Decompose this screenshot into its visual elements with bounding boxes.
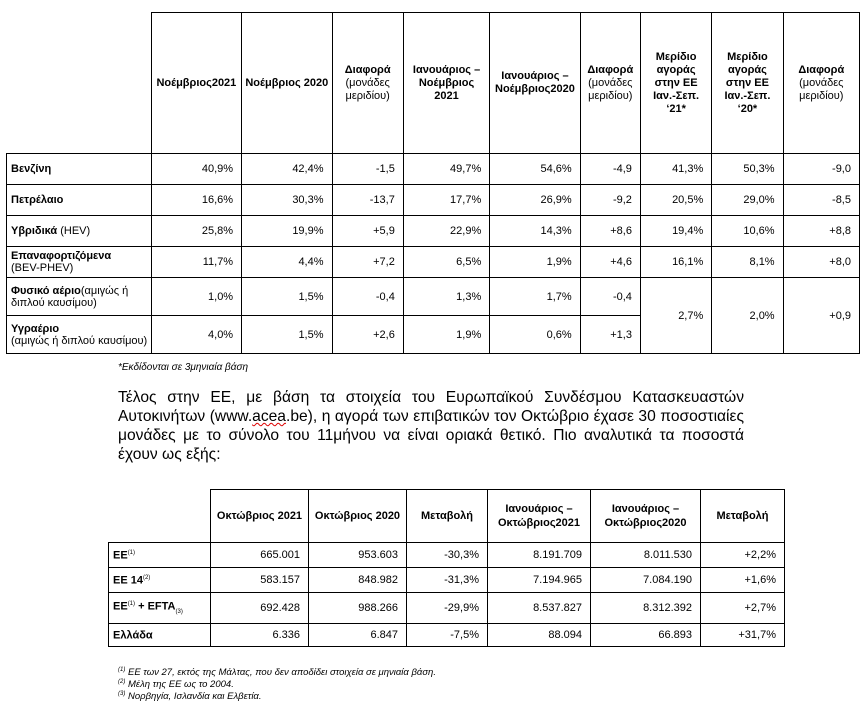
cell: 1,9% (403, 316, 489, 354)
cell: -1,5 (332, 154, 403, 185)
table-row (7, 185, 860, 216)
cell: 49,7% (403, 154, 489, 185)
cell: 19,9% (242, 216, 332, 247)
cell: 26,9% (490, 185, 580, 216)
cell: 6.847 (309, 624, 407, 647)
cell: 1,5% (242, 316, 332, 354)
cell: 692.428 (211, 593, 309, 624)
cell: +2,2% (701, 543, 785, 568)
table-row (109, 543, 785, 568)
cell: -13,7 (332, 185, 403, 216)
cell: +4,6 (580, 247, 640, 278)
cell: 8.191.709 (488, 543, 591, 568)
row-label: Φυσικό αέριο(αμιγώς ή διπλού καυσίμου) (7, 278, 152, 316)
cell: 14,3% (490, 216, 580, 247)
footnote: $^{(1)}$ ΕΕ των 27, εκτός της Μάλτας, που δεν αποδίδει στοιχεία σε μηνιαία βάση. (118, 667, 436, 679)
cell: +5,9 (332, 216, 403, 247)
col-header: Μερίδιο αγοράς στην ΕΕ Ιαν.-Σεπ. ‘20* (712, 13, 783, 154)
cell: -9,2 (580, 185, 640, 216)
cell: 1,3% (403, 278, 489, 316)
cell: +2,7% (701, 593, 785, 624)
col-header: Νοέμβριος 2020 (242, 13, 332, 154)
cell: 10,6% (712, 216, 783, 247)
col-header: Ιανουάριος – Νοέμβριος2020 (490, 13, 580, 154)
cell: 1,0% (151, 278, 241, 316)
cell: +8,8 (783, 216, 859, 247)
cell: 665.001 (211, 543, 309, 568)
row-label: ΕΕ 14$^{(2)}$ (109, 568, 211, 593)
cell: 29,0% (712, 185, 783, 216)
table-row (7, 154, 860, 185)
cell: 988.266 (309, 593, 407, 624)
cell: -29,9% (407, 593, 488, 624)
col-header: Ιανουάριος – Οκτώβριος2020 (591, 490, 701, 543)
cell: 40,9% (151, 154, 241, 185)
cell: 6,5% (403, 247, 489, 278)
col-header: Διαφορά (μονάδες μεριδίου) (332, 13, 403, 154)
row-label: Πετρέλαιο (7, 185, 152, 216)
cell: +1,3 (580, 316, 640, 354)
cell: 953.603 (309, 543, 407, 568)
cell: -0,4 (580, 278, 640, 316)
quarterly-note: *Εκδίδονται σε 3μηνιαία βάση (118, 362, 249, 373)
cell: 1,7% (490, 278, 580, 316)
cell: -8,5 (783, 185, 859, 216)
table-row (109, 568, 785, 593)
col-header: Μεταβολή (701, 490, 785, 543)
cell: +2,6 (332, 316, 403, 354)
cell: 8.011.530 (591, 543, 701, 568)
col-header: Ιανουάριος – Οκτώβριος2021 (488, 490, 591, 543)
cell: 11,7% (151, 247, 241, 278)
cell: 6.336 (211, 624, 309, 647)
cell: 0,6% (490, 316, 580, 354)
col-header: Μερίδιο αγοράς στην ΕΕ Ιαν.-Σεπ. ‘21* (640, 13, 711, 154)
row-label: $EE^{(1)}$ + $EFTA_{(3)}$ (109, 593, 211, 624)
cell: 583.157 (211, 568, 309, 593)
cell: -31,3% (407, 568, 488, 593)
cell: -0,4 (332, 278, 403, 316)
cell: +1,6% (701, 568, 785, 593)
row-label: Βενζίνη (7, 154, 152, 185)
cell: 1,9% (490, 247, 580, 278)
row-label: Υβριδικά (HEV) (7, 216, 152, 247)
cell: -7,5% (407, 624, 488, 647)
cell: 8.537.827 (488, 593, 591, 624)
table-header-row (109, 490, 785, 543)
merged-cell: 2,7% (640, 278, 711, 354)
cell: 25,8% (151, 216, 241, 247)
table-row (109, 593, 785, 624)
cell: +31,7% (701, 624, 785, 647)
cell: 7.084.190 (591, 568, 701, 593)
table-row (109, 624, 785, 647)
col-header: Μεταβολή (407, 490, 488, 543)
table-row (7, 278, 860, 316)
fuel-share-table (6, 12, 860, 354)
row-label: Ελλάδα (109, 624, 211, 647)
cell: +7,2 (332, 247, 403, 278)
cell: 22,9% (403, 216, 489, 247)
cell: 88.094 (488, 624, 591, 647)
col-header: Ιανουάριος – Νοέμβριος 2021 (403, 13, 489, 154)
col-header: Διαφορά (μονάδες μεριδίου) (783, 13, 859, 154)
cell: 66.893 (591, 624, 701, 647)
footnote: $^{(2)}$ Μέλη της ΕΕ ως το 2004. (118, 679, 234, 691)
cell: -9,0 (783, 154, 859, 185)
cell: -4,9 (580, 154, 640, 185)
cell: 41,3% (640, 154, 711, 185)
cell: 50,3% (712, 154, 783, 185)
col-header: Οκτώβριος 2020 (309, 490, 407, 543)
cell: 42,4% (242, 154, 332, 185)
empty-corner-cell (109, 490, 211, 543)
cell: 17,7% (403, 185, 489, 216)
cell: 848.982 (309, 568, 407, 593)
cell: 16,1% (640, 247, 711, 278)
merged-cell: 2,0% (712, 278, 783, 354)
body-paragraph: Τέλος στην ΕΕ, με βάση τα στοιχεία του Ευρωπαϊκού Συνδέσμου Κατασκευαστών Αυτοκινήτων (www.acea.be), η αγορά των επιβατικών τον Οκτώβριο έχασε 30 ποσοστιαίες μονάδες με το σύνολο του 11μήνου να είναι οριακά θετικό. Πιο αναλυτικά τα ποσοστά έχουν ως εξής: (118, 389, 744, 463)
cell: 16,6% (151, 185, 241, 216)
cell: 19,4% (640, 216, 711, 247)
cell: 4,0% (151, 316, 241, 354)
col-header: Οκτώβριος 2021 (211, 490, 309, 543)
row-label: Υγραέριο (αμιγώς ή διπλού καυσίμου) (7, 316, 152, 354)
merged-cell: +0,9 (783, 278, 859, 354)
col-header: Διαφορά (μονάδες μεριδίου) (580, 13, 640, 154)
cell: 54,6% (490, 154, 580, 185)
table-header-row (7, 13, 860, 154)
col-header: Νοέμβριος2021 (151, 13, 241, 154)
cell: -30,3% (407, 543, 488, 568)
table-row (7, 247, 860, 278)
row-label: ΕΕ$^{(1)}$ (109, 543, 211, 568)
cell: +8,0 (783, 247, 859, 278)
cell: +8,6 (580, 216, 640, 247)
table-row (7, 216, 860, 247)
row-label: Επαναφορτιζόμενα (BEV-PHEV) (7, 247, 152, 278)
cell: 8,1% (712, 247, 783, 278)
cell: 1,5% (242, 278, 332, 316)
cell: 20,5% (640, 185, 711, 216)
footnote: $^{(3)}$ Νορβηγία, Ισλανδία και Ελβετία. (118, 691, 262, 703)
cell: 8.312.392 (591, 593, 701, 624)
spellcheck-flagged-word: acea (252, 408, 286, 425)
cell: 30,3% (242, 185, 332, 216)
eu-market-table (108, 489, 785, 647)
cell: 7.194.965 (488, 568, 591, 593)
cell: 4,4% (242, 247, 332, 278)
empty-corner-cell (7, 13, 152, 154)
